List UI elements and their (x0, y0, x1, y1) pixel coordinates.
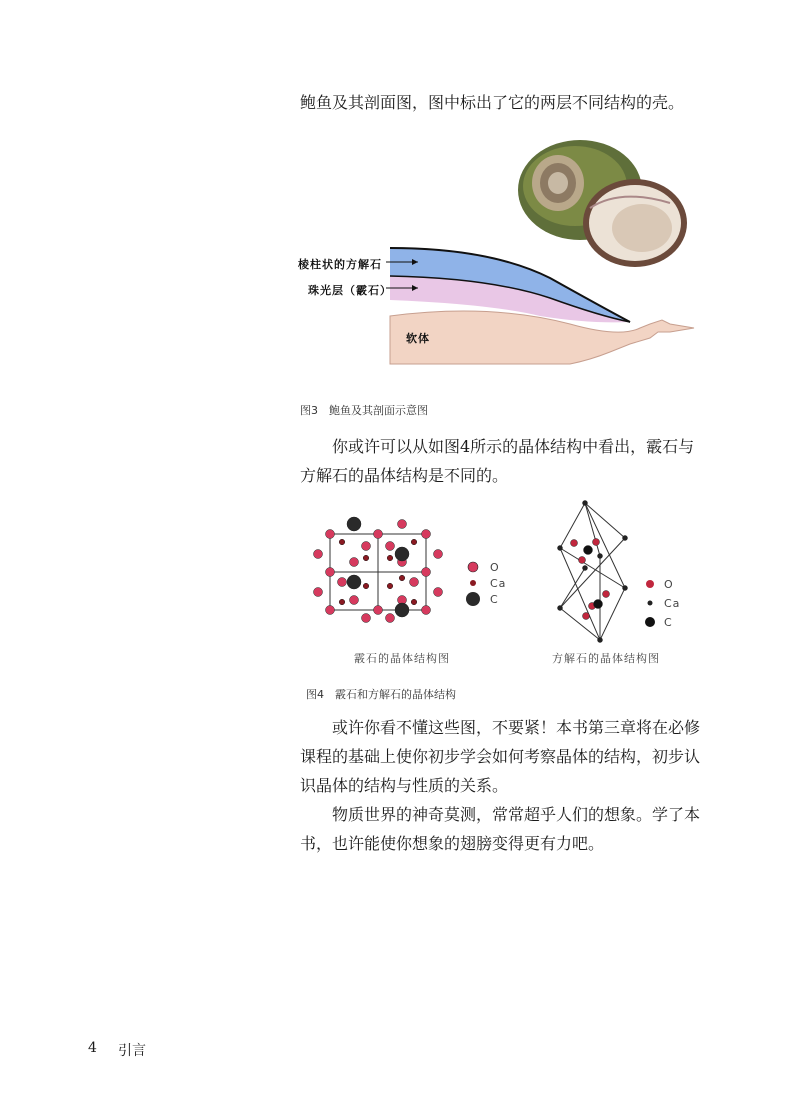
calcite-lattice (560, 503, 625, 640)
carbon-atom (594, 600, 603, 609)
calcium-atom (387, 583, 393, 589)
aragonite-title: 霰石的晶体结构图 (354, 652, 450, 665)
calcium-atom (387, 555, 393, 561)
carbon-atom (395, 547, 409, 561)
calcium-atom (411, 599, 417, 605)
legend-carbon-label: C (664, 616, 673, 629)
crystal-structures-figure (290, 498, 710, 668)
oxygen-atom (398, 520, 407, 529)
oxygen-atom (422, 568, 431, 577)
oxygen-atom (326, 568, 335, 577)
aragonite-legend (466, 562, 480, 606)
oxygen-atom (579, 557, 586, 564)
legend-carbon-dot (645, 617, 655, 627)
oxygen-atom (314, 550, 323, 559)
legend-carbon-label: C (490, 593, 499, 606)
calcium-atom (623, 536, 628, 541)
legend-calcium-label: Ca (664, 597, 681, 610)
abalone-figure (290, 128, 710, 378)
carbon-atom (347, 517, 361, 531)
nacre-label: 珠光层（霰石） (308, 284, 392, 297)
paragraph-3: 物质世界的神奇莫测，常常超乎人们的想象。学了本书，也许能使你想象的翅膀变得更有力吧。 (300, 805, 701, 853)
legend-calcium-label: Ca (490, 577, 507, 590)
carbon-atom (395, 603, 409, 617)
oxygen-atom (350, 596, 359, 605)
calcium-atom (339, 599, 345, 605)
calcium-atom (339, 539, 345, 545)
oxygen-atom (410, 578, 419, 587)
legend-oxygen-dot (468, 562, 478, 572)
figure4-caption: 图4 霰石和方解石的晶体结构 (306, 688, 456, 701)
legend-oxygen-label: O (664, 578, 674, 591)
oxygen-atom (326, 606, 335, 615)
oxygen-atom (362, 614, 371, 623)
calcium-atom (583, 566, 588, 571)
calcite-label: 棱柱状的方解石 (298, 258, 382, 271)
calcium-atom (583, 501, 588, 506)
carbon-atom (584, 546, 593, 555)
calcium-atom (363, 555, 369, 561)
oxygen-atom (386, 542, 395, 551)
paragraph-2: 或许你看不懂这些图，不要紧！本书第三章将在必修课程的基础上使你初步学会如何考察晶体的结构，初步认识晶体的结构与性质的关系。 (300, 718, 701, 795)
oxygen-atom (326, 530, 335, 539)
legend-oxygen-dot (646, 580, 654, 588)
oxygen-atom (422, 606, 431, 615)
legend-oxygen-label: O (490, 561, 500, 574)
calcite-title: 方解石的晶体结构图 (552, 652, 660, 665)
oxygen-atom (338, 578, 347, 587)
calcite-legend (645, 580, 655, 627)
oxygen-atom (374, 606, 383, 615)
calcium-atom (558, 606, 563, 611)
aragonite-lattice (330, 534, 426, 610)
abalone-shell-image (518, 140, 687, 267)
calcium-atom (623, 586, 628, 591)
oxygen-atom (571, 540, 578, 547)
oxygen-atom (603, 591, 610, 598)
oxygen-atom (350, 558, 359, 567)
oxygen-atom (593, 539, 600, 546)
oxygen-atom (362, 542, 371, 551)
abalone-cross-section-illustration (290, 128, 710, 378)
oxygen-atom (434, 588, 443, 597)
calcium-atom (558, 546, 563, 551)
oxygen-atom (422, 530, 431, 539)
oxygen-atom (583, 613, 590, 620)
section-name: 引言 (118, 1043, 146, 1059)
carbon-atom (347, 575, 361, 589)
calcium-atom (598, 554, 603, 559)
legend-calcium-dot (648, 601, 653, 606)
legend-carbon-dot (466, 592, 480, 606)
calcium-atom (363, 583, 369, 589)
intro-text: 鲍鱼及其剖面图，图中标出了它的两层不同结构的壳。 (300, 93, 685, 112)
oxygen-atom (434, 550, 443, 559)
calcium-atom (399, 575, 405, 581)
soft-body-layer (390, 311, 694, 364)
oxygen-atom (314, 588, 323, 597)
calcium-atom (598, 638, 603, 643)
paragraph-1: 你或许可以从如图4所示的晶体结构中看出，霰石与方解石的晶体结构是不同的。 (300, 437, 695, 485)
calcium-atom (411, 539, 417, 545)
legend-calcium-dot (470, 580, 476, 586)
soft-body-label: 软体 (406, 332, 430, 345)
oxygen-atom (374, 530, 383, 539)
figure3-caption: 图3 鲍鱼及其剖面示意图 (300, 404, 428, 417)
page-number: 4 (88, 1040, 97, 1056)
oxygen-atom (386, 614, 395, 623)
